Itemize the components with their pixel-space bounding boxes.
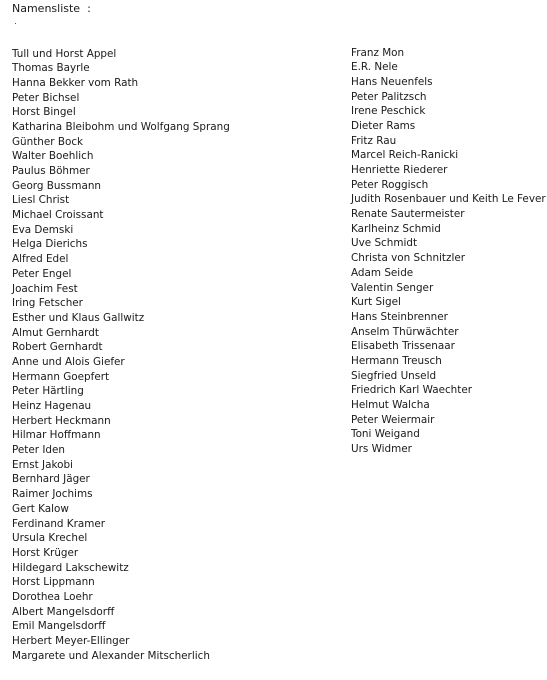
name-list-item: Horst Bingel <box>12 106 76 119</box>
name-list-item: Thomas Bayrle <box>12 62 90 75</box>
name-list-item: Hanna Bekker vom Rath <box>12 76 139 89</box>
name-list-item: Hermann Treusch <box>351 354 442 367</box>
name-list-item: Margarete und Alexander Mitscherlich <box>12 649 210 662</box>
name-list-item: Anne und Alois Giefer <box>12 355 125 368</box>
name-list-item: Alfred Edel <box>12 253 69 266</box>
name-list-item: Karlheinz Schmid <box>351 222 441 235</box>
name-list-item: Almut Gernhardt <box>12 326 99 339</box>
name-list-item: Peter Iden <box>12 444 65 457</box>
name-list-item: Hans Neuenfels <box>351 75 433 88</box>
name-list-item: Hildegard Lakschewitz <box>12 561 129 574</box>
name-list-left-column <box>12 47 342 664</box>
name-list-item: Esther und Klaus Gallwitz <box>12 311 145 324</box>
name-list-item: Georg Bussmann <box>12 179 101 192</box>
name-list-item: Peter Engel <box>12 267 72 280</box>
name-list-item: Emil Mangelsdorff <box>12 620 106 633</box>
name-list-item: Peter Bichsel <box>12 91 80 104</box>
name-list-item: Günther Bock <box>12 135 84 148</box>
name-list-item: Fritz Rau <box>351 134 397 147</box>
name-list-item: Horst Lippmann <box>12 576 95 589</box>
name-list-item: Katharina Bleibohm und Wolfgang Sprang <box>12 120 230 133</box>
name-list-item: Peter Weiermair <box>351 413 435 426</box>
name-list-item: Toni Weigand <box>351 428 420 441</box>
name-list-item: Tull und Horst Appel <box>12 47 117 60</box>
name-list-item: Irene Peschick <box>351 105 426 118</box>
name-list-item: Michael Croissant <box>12 209 104 222</box>
name-list-item: Liesl Christ <box>12 194 70 207</box>
name-list-item: Horst Krüger <box>12 546 79 559</box>
name-list-item: Ursula Krechel <box>12 532 88 545</box>
name-list-item: Anselm Thürwächter <box>351 325 459 338</box>
name-list-item: Kurt Sigel <box>351 296 401 309</box>
name-list-item: Hermann Goepfert <box>12 370 110 383</box>
name-list-item: Peter Härtling <box>12 385 84 398</box>
name-list-item: Bernhard Jäger <box>12 473 90 486</box>
name-list-item: Renate Sautermeister <box>351 208 465 221</box>
name-list-item: Peter Palitzsch <box>351 90 427 103</box>
name-list-item: Adam Seide <box>351 266 414 279</box>
name-list-item: Joachim Fest <box>12 282 78 295</box>
name-list-item: E.R. Nele <box>351 61 398 74</box>
name-list-item: Raimer Jochims <box>12 488 93 501</box>
name-list-item: Dieter Rams <box>351 119 416 132</box>
name-list-item: Siegfried Unseld <box>351 369 437 382</box>
name-list-item: Helga Dierichs <box>12 238 88 251</box>
name-list-item: Urs Widmer <box>351 443 412 456</box>
name-list-item: Gert Kalow <box>12 502 69 515</box>
name-list-item: Ferdinand Kramer <box>12 517 106 530</box>
name-list-item: Marcel Reich-Ranicki <box>351 149 459 162</box>
name-list-item: Henriette Riederer <box>351 164 448 176</box>
stray-dot <box>15 23 16 24</box>
page-title: Namensliste : <box>12 2 91 15</box>
name-list-item: Judith Rosenbauer und Keith Le Fever <box>351 193 546 206</box>
name-list-item: Peter Roggisch <box>351 178 429 191</box>
name-list-item: Christa von Schnitzler <box>351 252 465 265</box>
name-list-item: Eva Demski <box>12 223 74 236</box>
name-list-item: Uve Schmidt <box>351 237 418 250</box>
name-list-item: Dorothea Loehr <box>12 590 93 603</box>
name-list-item: Elisabeth Trissenaar <box>351 340 455 353</box>
name-list-item: Franz Mon <box>351 46 405 59</box>
name-list-item: Helmut Walcha <box>351 399 430 411</box>
name-list-item: Friedrich Karl Waechter <box>351 384 472 397</box>
name-list-item: Herbert Heckmann <box>12 414 111 427</box>
name-list-item: Iring Fetscher <box>12 297 83 310</box>
name-list-item: Hilmar Hoffmann <box>12 429 101 442</box>
name-list-right-column <box>351 46 545 457</box>
name-list-item: Albert Mangelsdorff <box>12 605 115 618</box>
name-list-item: Herbert Meyer-Ellinger <box>12 635 130 647</box>
name-list-item: Robert Gernhardt <box>12 341 103 354</box>
name-list-item: Hans Steinbrenner <box>351 310 448 323</box>
name-list-item: Heinz Hagenau <box>12 400 92 412</box>
name-list-item: Walter Boehlich <box>12 150 94 163</box>
name-list-item: Paulus Böhmer <box>12 165 90 177</box>
name-list-item: Valentin Senger <box>351 281 434 294</box>
name-list-item: Ernst Jakobi <box>12 458 73 471</box>
